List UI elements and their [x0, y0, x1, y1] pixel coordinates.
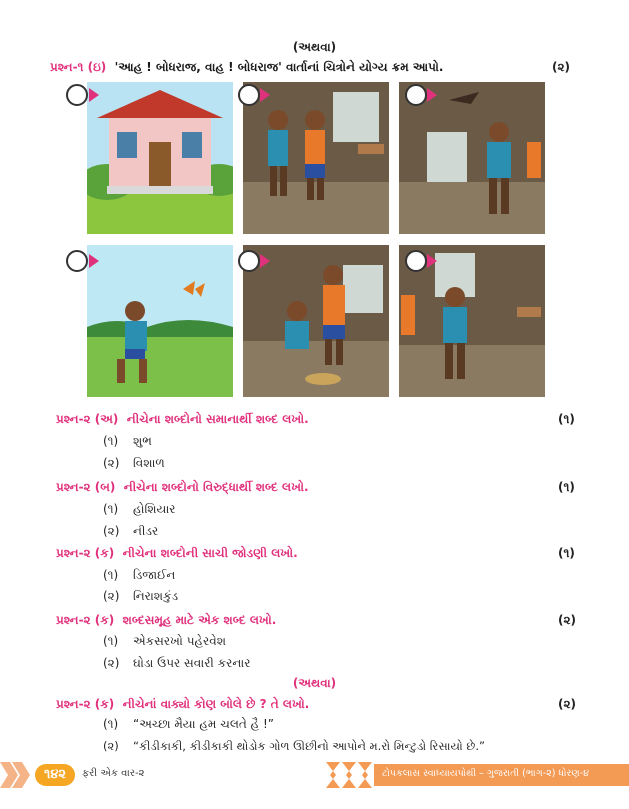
item-text: વિશાળ: [133, 456, 165, 470]
question-label: પ્રશ્ન-૧ (ઇ): [50, 60, 107, 74]
item-text: નીડર: [133, 524, 159, 538]
item-text: “કીડીકાકી, કીડીકાકી થોડોક ગોળ ઊછીનો આપોને મ.રો મિન્ટુડો રિસાયો છે.”: [133, 739, 485, 753]
marker-flag-icon: [89, 88, 99, 102]
order-answer-circle-1[interactable]: [66, 84, 88, 106]
item-number: (૨): [103, 524, 120, 538]
marker-flag-icon: [260, 254, 270, 268]
marker-flag-icon: [427, 88, 437, 102]
question-2a-heading: [56, 412, 309, 427]
marks-badge: (૨): [552, 60, 571, 74]
item-text: “અચ્છા મૈયા હમ ચલતે હૈ !”: [133, 717, 275, 731]
list-item: [103, 739, 485, 754]
marker-flag-icon: [427, 254, 437, 268]
list-item: [103, 589, 178, 604]
picture-panel-two-boys-room: [243, 82, 389, 234]
order-answer-circle-6[interactable]: [405, 250, 427, 272]
item-number: (૨): [103, 739, 119, 753]
marker-flag-icon: [89, 254, 99, 268]
picture-panel-butterfly-field: [87, 245, 233, 397]
marks-badge: (૨): [558, 613, 577, 627]
question-2k-oneword-heading: [56, 613, 276, 628]
footer-book-title: ટોપકલાસ સ્વાધ્યાયપોથી – ગુજરાતી (ભાગ-૨) ધોરણ-૪: [382, 768, 590, 779]
question-label: પ્રશ્ન-૨ (અ): [56, 412, 119, 426]
list-item: [103, 456, 165, 471]
question-text: શબ્દસમૂહ માટે એક શબ્દ લખો.: [122, 613, 277, 627]
marks-badge: (૧): [558, 412, 575, 426]
item-number: (૨): [103, 656, 120, 670]
picture-panel-house: [87, 82, 233, 234]
marker-flag-icon: [260, 88, 270, 102]
item-text: ઘોડા ઉપર સવારી કરનાર: [133, 656, 251, 670]
footer-chapter-title: ફરી એક વાર-૨: [82, 768, 145, 779]
question-text: નીચેના શબ્દોનો સમાનાર્થી શબ્દ લખો.: [126, 412, 309, 426]
item-number: (૧): [103, 434, 119, 448]
order-answer-circle-5[interactable]: [238, 250, 260, 272]
question-label: પ્રશ્ન-૨ (બ): [56, 480, 116, 494]
question-label: પ્રશ્ન-૨ (ક): [56, 697, 115, 711]
or-heading-middle: (અથવા): [292, 676, 337, 690]
item-number: (૨): [103, 589, 120, 603]
page-number-badge: ૧૪૨: [35, 764, 75, 786]
question-2b-heading: [56, 480, 309, 495]
question-text: નીચેનાં વાક્યો કોણ બોલે છે ? તે લખો.: [122, 697, 310, 711]
question-label: પ્રશ્ન-૨ (ક): [56, 613, 115, 627]
marks-badge: (૧): [558, 480, 575, 494]
order-answer-circle-2[interactable]: [238, 84, 260, 106]
or-heading-top: (અથવા): [292, 40, 337, 54]
list-item: [103, 656, 250, 671]
item-text: શુભ: [133, 434, 152, 448]
item-number: (૨): [103, 456, 120, 470]
list-item: [103, 524, 158, 539]
question-text: નીચેના શબ્દોનો વિરુદ્ધાર્થી શબ્દ લખો.: [123, 480, 309, 494]
marks-badge: (૨): [558, 697, 577, 711]
question-label: પ્રશ્ન-૨ (ક): [56, 546, 115, 560]
item-number: (૧): [103, 634, 119, 648]
list-item: [103, 634, 226, 649]
list-item: [103, 717, 274, 732]
question-2k-spelling-heading: [56, 546, 298, 561]
question-2k-speaker-heading: [56, 697, 309, 712]
list-item: [103, 568, 175, 583]
item-text: હોશિયાર: [133, 502, 176, 516]
order-answer-circle-3[interactable]: [405, 84, 427, 106]
order-answer-circle-4[interactable]: [66, 250, 88, 272]
marks-badge: (૧): [558, 546, 575, 560]
question-1-heading: [50, 60, 443, 75]
item-number: (૧): [103, 568, 119, 582]
list-item: [103, 502, 175, 517]
item-text: નિરાશકુંડ: [133, 589, 179, 603]
question-text: નીચેના શબ્દોની સાચી જોડણી લખો.: [122, 546, 298, 560]
item-number: (૧): [103, 502, 119, 516]
item-number: (૧): [103, 717, 119, 731]
question-text: 'આહ ! બોધરાજ, વાહ ! બોધરાજ' વાર્તાનાં ચિત્રોને યોગ્ય ક્રમ આપો.: [114, 60, 444, 74]
list-item: [103, 434, 152, 449]
item-text: એકસરખો પહેરવેશ: [133, 634, 226, 648]
item-text: ડિજાઈન: [133, 568, 176, 582]
